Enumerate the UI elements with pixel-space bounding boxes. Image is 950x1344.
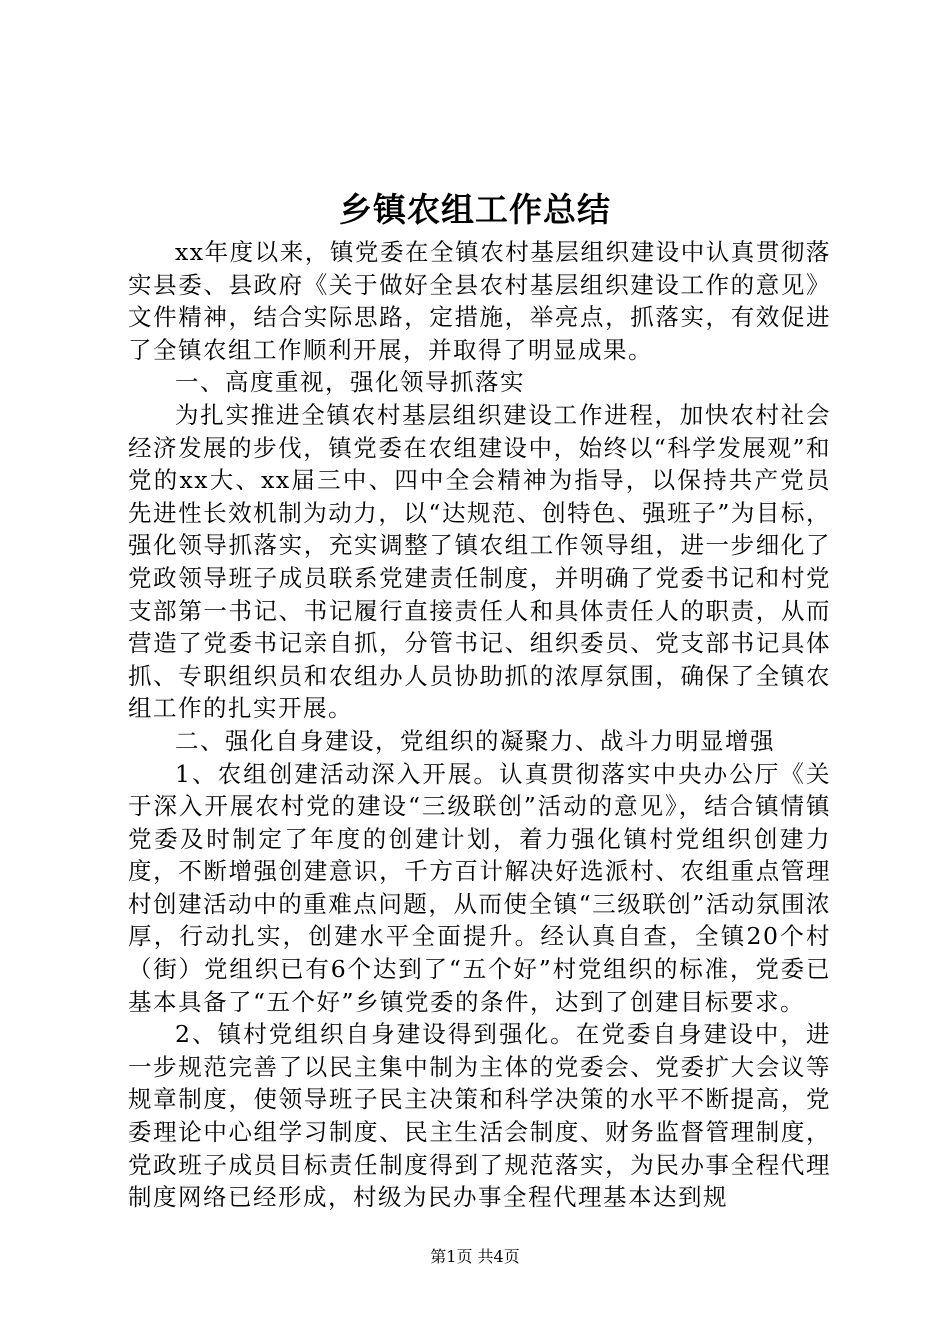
section-2-item-2: 2、镇村党组织自身建设得到强化。在党委自身建设中，进一步规范完善了以民主集中制为主体的党委会、党委扩大会议等规章制度，使领导班子民主决策和科学决策的水平不断提高，党委理论中心组学习制度、民主生活会制度、财务监督管理制度，党政班子成员目标责任制度得到了规范落实，为民办事全程代理制度网络已经形成，村级为民办事全程代理基本达到规 (128, 1020, 831, 1212)
page-footer: 第1页 共4页 (430, 1247, 520, 1266)
intro-paragraph: xx年度以来，镇党委在全镇农村基层组织建设中认真贯彻落实县委、县政府《关于做好全县农村基层组织建设工作的意见》文件精神，结合实际思路，定措施，举亮点，抓落实，有效促进了全镇农组工作顺利开展，并取得了明显成果。 (128, 238, 831, 364)
section-2-item-1: 1、农组创建活动深入开展。认真贯彻落实中央办公厅《关于深入开展农村党的建设“三级联创”活动的意见》，结合镇情镇党委及时制定了年度的创建计划，着力强化镇村党组织创建力度，不断增强创建意识，千方百计解决好选派村、农组重点管理村创建活动中的重难点问题，从而使全镇“三级联创”活动氛围浓厚，行动扎实，创建水平全面提升。经认真自查，全镇20个村（街）党组织已有6个达到了“五个好”村党组织的标准，党委已基本具备了“五个好”乡镇党委的条件，达到了创建目标要求。 (128, 759, 831, 1016)
section-heading-1: 一、高度重视，强化领导抓落实 (175, 368, 525, 397)
section-heading-2: 二、强化自身建设，党组织的凝聚力、战斗力明显增强 (175, 726, 775, 755)
document-title: 乡镇农组工作总结 (339, 190, 611, 229)
section-1-paragraph: 为扎实推进全镇农村基层组织建设工作进程，加快农村社会经济发展的步伐，镇党委在农组建设中，始终以“科学发展观”和党的xx大、xx届三中、四中全会精神为指导，以保持共产党员先进性长效机制为动力，以“达规范、创特色、强班子”为目标，强化领导抓落实，充实调整了镇农组工作领导组，进一步细化了党政领导班子成员联系党建责任制度，并明确了党委书记和村党支部第一书记、书记履行直接责任人和具体责任人的职责，从而营造了党委书记亲自抓，分管书记、组织委员、党支部书记具体抓、专职组织员和农组办人员协助抓的浓厚氛围，确保了全镇农组工作的扎实开展。 (128, 400, 831, 723)
document-body (128, 236, 831, 1214)
